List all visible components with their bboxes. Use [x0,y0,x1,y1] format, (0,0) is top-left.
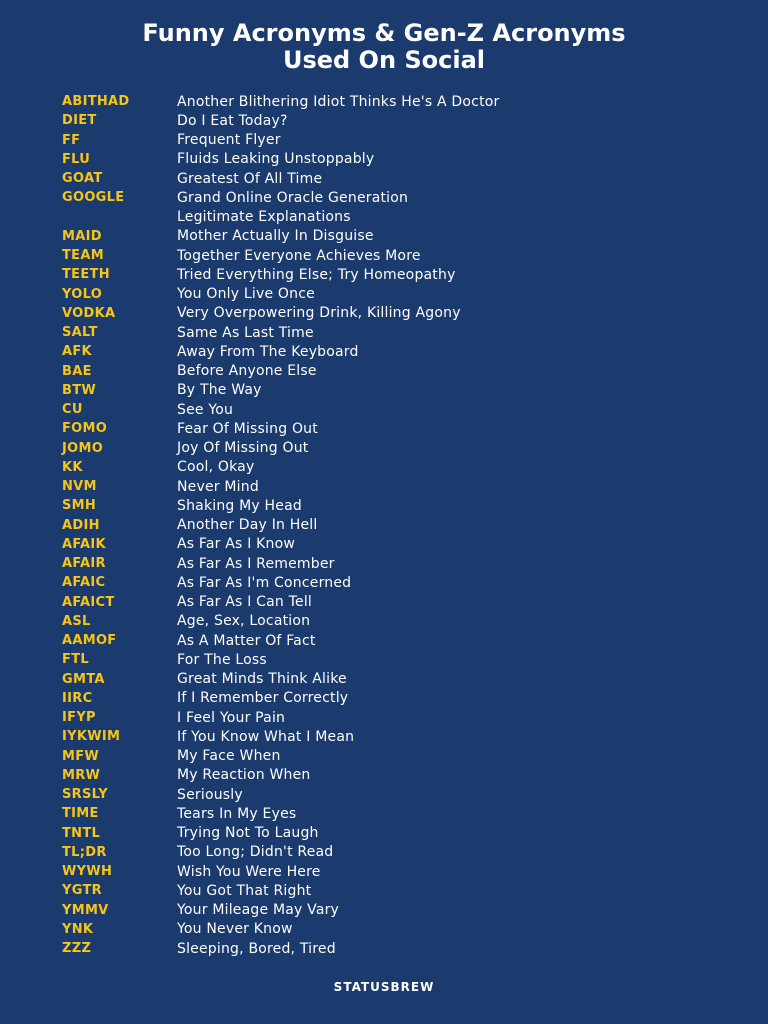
acronym-meaning: Together Everyone Achieves More [177,247,421,264]
acronym-meaning: Age, Sex, Location [177,613,311,630]
acronym-row [62,516,722,535]
acronym-meaning: Seriously [177,786,243,803]
acronym-row [62,304,722,323]
acronym-meaning: Shaking My Head [177,497,302,514]
acronym-row [62,785,722,804]
acronym-code: GOAT [62,171,103,187]
acronym-row [62,92,722,111]
acronym-row [62,323,722,342]
acronym-code: VODKA [62,305,116,321]
acronym-code: ABITHAD [62,94,130,110]
acronym-code: ADIH [62,517,100,533]
acronym-meaning: You Got That Right [177,882,312,899]
acronym-code: TNTL [62,825,101,841]
acronym-meaning: My Reaction When [177,767,311,784]
acronym-meaning: As A Matter Of Fact [177,632,316,649]
acronym-code: GMTA [62,671,105,687]
acronym-meaning: Sleeping, Bored, Tired [177,940,336,957]
acronym-code: MFW [62,748,100,764]
acronym-meaning: Cool, Okay [177,459,255,476]
acronym-code: TEAM [62,248,104,264]
acronym-row [62,650,722,669]
acronym-code: MAID [62,228,102,244]
acronym-meaning: Same As Last Time [177,324,314,341]
acronym-row [62,920,722,939]
acronym-row [62,477,722,496]
acronym-code: IFYP [62,710,96,726]
acronym-code: DIET [62,113,97,129]
title-line-2: Used On Social [282,46,486,74]
acronym-code: AAMOF [62,633,117,649]
acronym-meaning: Do I Eat Today? [177,112,288,129]
acronym-row [62,901,722,920]
acronym-row [62,573,722,592]
acronym-row [62,208,722,227]
acronym-row [62,824,722,843]
acronym-row [62,381,722,400]
acronym-row [62,766,722,785]
acronym-code: SALT [62,325,98,341]
acronym-row [62,342,722,361]
acronym-meaning: Frequent Flyer [177,132,281,149]
acronym-code: SMH [62,498,97,514]
acronym-meaning: Another Blithering Idiot Thinks He's A Doctor [177,93,500,110]
acronym-code: AFAIR [62,556,106,572]
acronym-row [62,246,722,265]
acronym-row [62,400,722,419]
acronym-meaning: Before Anyone Else [177,363,317,380]
acronym-row [62,188,722,207]
acronym-code: AFAIK [62,536,106,552]
acronym-row [62,804,722,823]
acronym-meaning: See You [177,401,234,418]
acronym-code: TIME [62,806,99,822]
acronym-row [62,169,722,188]
acronym-code: IYKWIM [62,729,121,745]
acronym-code: YNK [62,921,94,937]
acronym-meaning: Trying Not To Laugh [177,825,319,842]
acronym-row [62,458,722,477]
brand-logo: STATUSBREW [333,980,435,994]
acronym-meaning: Tears In My Eyes [177,805,297,822]
acronym-row [62,496,722,515]
acronym-row [62,111,722,130]
acronym-meaning: My Face When [177,748,281,765]
acronym-row [62,593,722,612]
title-line-1: Funny Acronyms & Gen-Z Acronyms [142,19,626,47]
acronym-code: FLU [62,151,91,167]
acronym-code: CU [62,402,83,418]
acronym-code: YMMV [62,902,109,918]
acronym-row [62,265,722,284]
acronym-meaning: Legitimate Explanations [177,209,351,226]
acronym-code: BAE [62,363,92,379]
acronym-row [62,439,722,458]
acronym-list [62,92,722,958]
acronym-code: JOMO [62,440,104,456]
acronym-meaning: By The Way [177,382,262,399]
acronym-code: YGTR [62,883,102,899]
acronym-meaning: Away From The Keyboard [177,343,359,360]
acronym-row [62,747,722,766]
acronym-meaning: Wish You Were Here [177,863,321,880]
acronym-code: KK [62,459,83,475]
acronym-row [62,150,722,169]
acronym-row [62,554,722,573]
acronym-row [62,285,722,304]
acronym-row [62,881,722,900]
acronym-code: FTL [62,652,89,668]
acronym-meaning: As Far As I Can Tell [177,594,313,611]
acronym-meaning: Mother Actually In Disguise [177,228,374,245]
acronym-meaning: Grand Online Oracle Generation [177,189,409,206]
acronym-code: MRW [62,767,101,783]
acronym-meaning: Great Minds Think Alike [177,671,347,688]
acronym-code: YOLO [62,286,103,302]
acronym-meaning: Joy Of Missing Out [177,440,309,457]
acronym-code: AFK [62,344,92,360]
acronym-meaning: You Only Live Once [177,286,315,303]
acronym-row [62,843,722,862]
acronym-code: TL;DR [62,844,107,860]
acronym-row [62,862,722,881]
acronym-meaning: Never Mind [177,478,259,495]
acronym-meaning: Fluids Leaking Unstoppably [177,151,375,168]
acronym-row [62,419,722,438]
acronym-meaning: Fear Of Missing Out [177,420,318,437]
acronym-meaning: As Far As I'm Concerned [177,574,352,591]
acronym-row [62,670,722,689]
acronym-code: FF [62,132,81,148]
acronym-meaning: If I Remember Correctly [177,690,349,707]
acronym-row [62,727,722,746]
acronym-row [62,689,722,708]
acronym-row [62,939,722,958]
acronym-meaning: If You Know What I Mean [177,728,355,745]
page-title [0,20,768,74]
acronym-code: FOMO [62,421,108,437]
acronym-row [62,612,722,631]
acronym-code: TEETH [62,267,110,283]
acronym-meaning: You Never Know [177,921,293,938]
acronym-code: IIRC [62,690,93,706]
acronym-meaning: Tried Everything Else; Try Homeopathy [177,266,456,283]
acronym-row [62,535,722,554]
acronym-meaning: As Far As I Know [177,536,296,553]
acronym-code: ZZZ [62,941,92,957]
acronym-meaning: Another Day In Hell [177,517,318,534]
acronym-code: GOOGLE [62,190,125,206]
acronym-meaning: As Far As I Remember [177,555,335,572]
acronym-row [62,631,722,650]
acronym-code: ASL [62,613,91,629]
acronym-row [62,708,722,727]
acronym-meaning: Very Overpowering Drink, Killing Agony [177,305,461,322]
acronym-meaning: Too Long; Didn't Read [177,844,334,861]
acronym-row [62,227,722,246]
acronym-code: AFAIC [62,575,106,591]
acronym-meaning: I Feel Your Pain [177,709,286,726]
acronym-row [62,131,722,150]
acronym-meaning: For The Loss [177,651,267,668]
acronym-code: SRSLY [62,787,108,803]
acronym-meaning: Greatest Of All Time [177,170,323,187]
acronym-code: AFAICT [62,594,115,610]
acronym-code: BTW [62,382,97,398]
acronym-code: NVM [62,479,97,495]
acronym-row [62,362,722,381]
acronym-code: WYWH [62,864,113,880]
acronym-meaning: Your Mileage May Vary [177,902,340,919]
